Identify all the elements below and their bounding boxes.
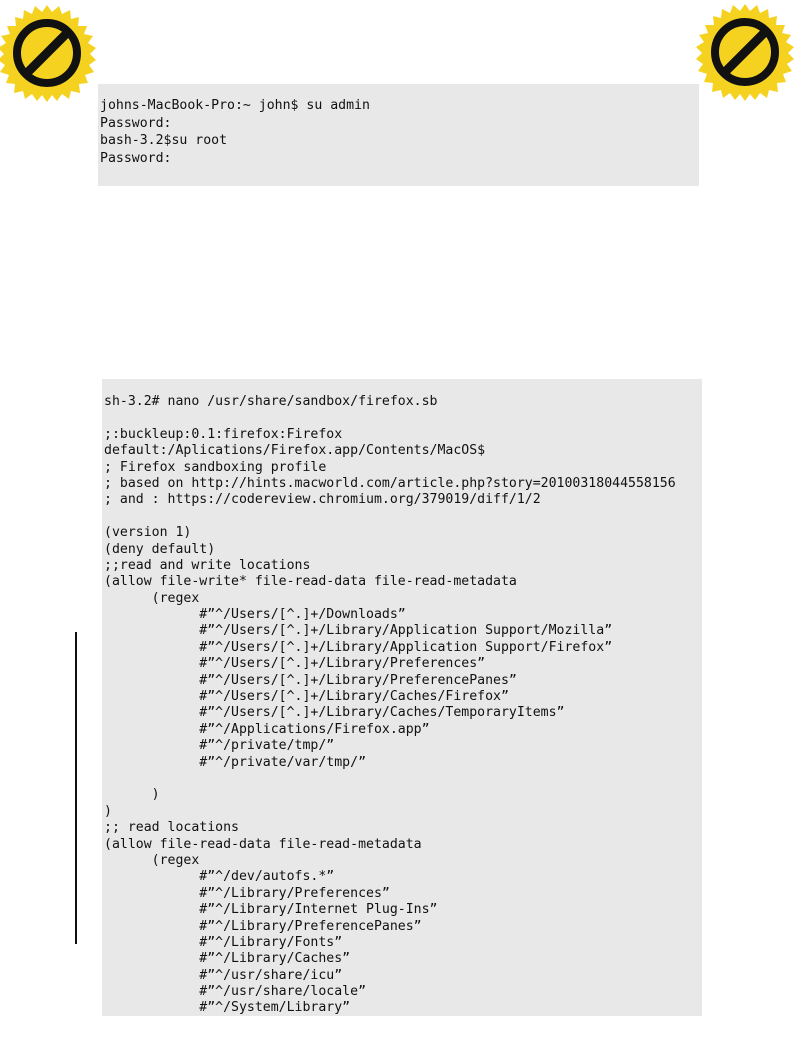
terminal-line — [104, 509, 702, 525]
terminal-line: #”^/usr/share/locale” — [104, 984, 367, 1000]
terminal-line: #”^/Applications/Firefox.app” — [104, 721, 430, 737]
terminal-line: Password: — [100, 115, 172, 131]
terminal-line: (allow file-write* file-read-data file-read-metadata — [104, 574, 517, 590]
terminal-line: #”^/Users/[^.]+/Library/Application Support/Mozilla” — [104, 623, 613, 639]
terminal-line: #”^/Library/Internet Plug-Ins” — [104, 902, 438, 918]
terminal-line: #”^/Library/Caches” — [104, 951, 351, 967]
margin-rule — [75, 632, 77, 944]
terminal-line: ; Firefox sandboxing profile — [104, 459, 327, 475]
terminal-line: sh-3.2# nano /usr/share/sandbox/firefox.sb — [104, 394, 438, 409]
terminal-output-su — [98, 84, 699, 186]
terminal-line: #”^/Library/PreferencePanes” — [104, 918, 422, 934]
terminal-output-sandbox-profile — [102, 379, 702, 1016]
terminal-line: (deny default) — [104, 541, 216, 557]
terminal-line: #”^/Library/Preferences” — [104, 885, 390, 901]
terminal-line — [104, 410, 702, 426]
terminal-line: #”^/Users/[^.]+/Library/PreferencePanes” — [104, 672, 517, 688]
terminal-line: #”^/dev/autofs.*” — [104, 869, 335, 885]
terminal-line: (allow file-read-data file-read-metadata — [104, 836, 422, 852]
terminal-line: #”^/Library/Fonts” — [104, 934, 343, 950]
terminal-line: ; and : https://codereview.chromium.org/379019/diff/1/2 — [104, 492, 541, 508]
terminal-line: #”^/private/var/tmp/” — [104, 754, 367, 770]
prohibited-icon — [0, 3, 97, 103]
terminal-line: #”^/Users/[^.]+/Library/Application Support/Firefox” — [104, 639, 613, 655]
terminal-line: ) — [104, 803, 112, 819]
terminal-line: #”^/Users/[^.]+/Downloads” — [104, 607, 406, 623]
terminal-line: Password: — [100, 150, 172, 166]
terminal-line: default:/Aplications/Firefox.app/Contents/MacOS$ — [104, 443, 486, 459]
terminal-line: (regex — [104, 590, 200, 606]
terminal-line: #”^/Users/[^.]+/Library/Preferences” — [104, 656, 486, 672]
terminal-line: bash-3.2$su root — [100, 133, 228, 148]
terminal-line: #”^/private/tmp/” — [104, 738, 335, 754]
terminal-line: ;:buckleup:0.1:firefox:Firefox — [104, 426, 343, 442]
terminal-line: #”^/usr/share/icu” — [104, 967, 343, 983]
terminal-line: (regex — [104, 852, 200, 868]
terminal-line: #”^/Users/[^.]+/Library/Caches/Firefox” — [104, 689, 509, 705]
terminal-line: johns-MacBook-Pro:~ john$ su admin — [100, 98, 370, 113]
terminal-line: #”^/System/Library” — [104, 1000, 351, 1016]
terminal-line: #”^/Users/[^.]+/Library/Caches/TemporaryItems” — [104, 705, 565, 721]
terminal-line: ;; read locations — [104, 820, 239, 836]
terminal-line — [104, 771, 702, 787]
prohibited-icon — [695, 2, 794, 102]
terminal-line: ) — [104, 787, 160, 803]
terminal-line: (version 1) — [104, 525, 192, 541]
terminal-line: ; based on http://hints.macworld.com/article.php?story=20100318044558156 — [104, 475, 676, 491]
terminal-line: ;;read and write locations — [104, 557, 311, 573]
